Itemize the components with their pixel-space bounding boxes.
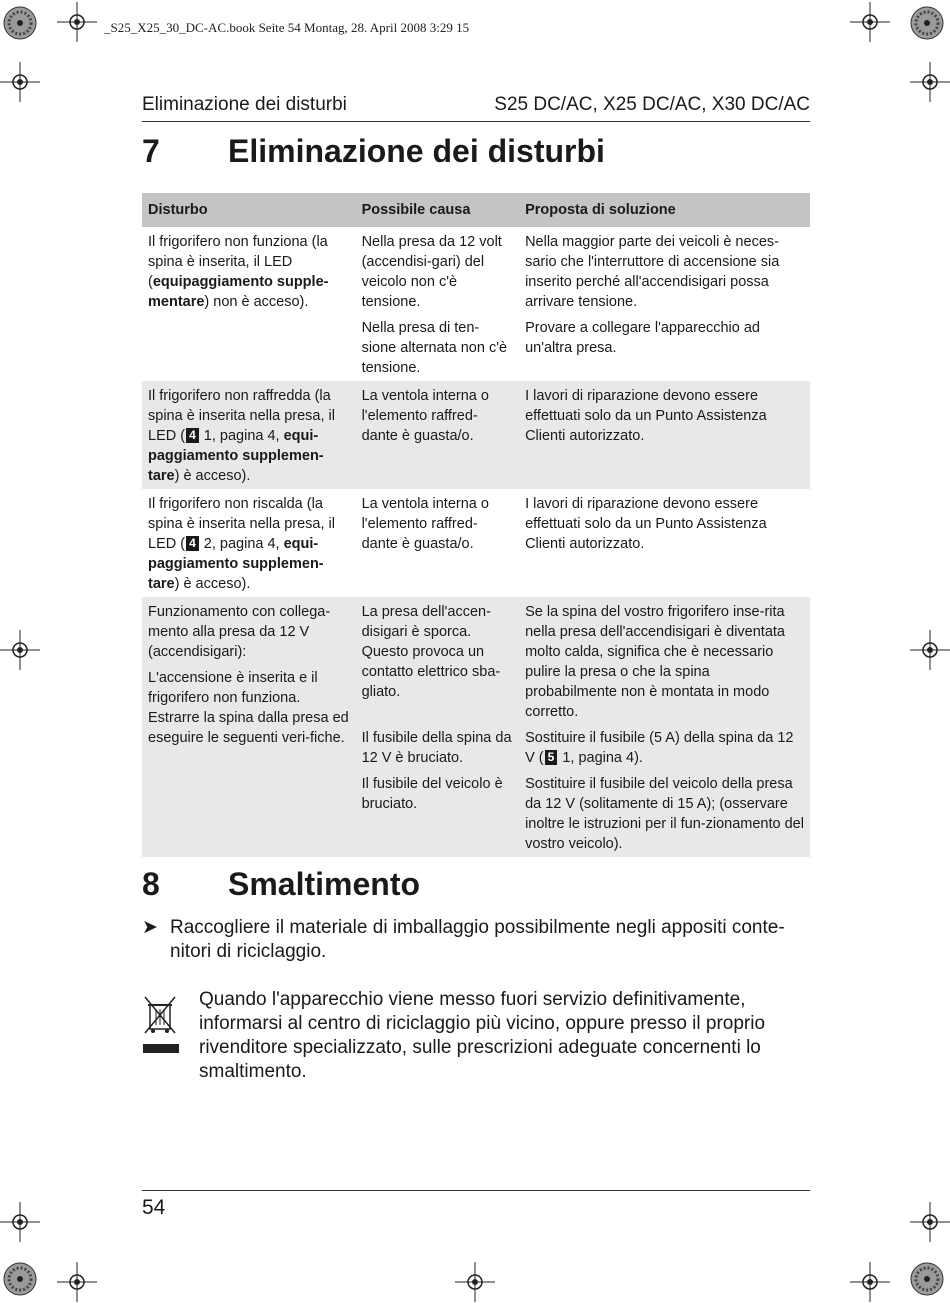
registration-mark-icon: [910, 630, 950, 670]
registration-mark-icon: [57, 1262, 97, 1302]
causa-cell: [356, 489, 520, 597]
column-header: Proposta di soluzione: [519, 193, 810, 227]
color-rosette-icon: [910, 1262, 944, 1296]
registration-mark-icon: [57, 2, 97, 42]
registration-mark-icon: [0, 62, 40, 102]
color-rosette-icon: [910, 6, 944, 40]
page-number: 54: [142, 1196, 166, 1219]
soluzione-cell: [519, 381, 810, 489]
cell-text: I lavori di riparazione devono essere effettuati solo da un Punto Assistenza Clienti autorizzato.: [525, 388, 767, 444]
cell-text: Nella presa di ten-sione alternata non c'è tensione.: [361, 320, 508, 376]
soluzione-cell: [519, 489, 810, 597]
registration-mark-icon: [0, 1202, 40, 1242]
cell-text: Nella presa da 12 volt (accendisi-gari) del veicolo non c'è tensione.: [361, 234, 502, 310]
figure-ref-badge: 5: [545, 750, 558, 765]
registration-mark-icon: [910, 62, 950, 102]
soluzione-cell: [519, 227, 810, 381]
figure-ref-badge: 4: [186, 536, 199, 551]
cell-text: Sostituire il fusibile del veicolo della presa da 12 V (solitamente di 15 A); (osservare inoltre le istruzioni per il fun-zionamento del vostro veicolo).: [525, 776, 804, 852]
running-header-section: Eliminazione dei disturbi: [142, 94, 347, 115]
cell-text-bold: equipaggiamento supple-mentare: [148, 274, 329, 310]
cell-text: ) è acceso).: [174, 468, 251, 484]
cell-text: ) è acceso).: [174, 576, 251, 592]
causa-cell: [356, 381, 520, 489]
section-heading: [142, 866, 420, 903]
disturbo-cell: [142, 597, 356, 857]
column-header: Disturbo: [142, 193, 356, 227]
cell-text: Funzionamento con collega-mento alla presa da 12 V (accendisigari):: [148, 604, 331, 660]
figure-ref-badge: 4: [186, 428, 199, 443]
section-heading: [142, 133, 605, 170]
disturbo-cell: [142, 227, 356, 381]
cell-text-part: Sostituire il fusibile (5 A) della spina da 12 V (: [525, 730, 794, 766]
footer-divider: [142, 1190, 810, 1191]
cell-text: Il frigorifero non funziona (la spina è inserita, il LED (: [148, 234, 328, 290]
disturbo-cell: [142, 489, 356, 597]
soluzione-cell: [519, 597, 810, 857]
cell-text: I lavori di riparazione devono essere effettuati solo da un Punto Assistenza Clienti autorizzato.: [525, 496, 767, 552]
registration-mark-icon: [455, 1262, 495, 1302]
cell-text: Il fusibile della spina da 12 V è bruciato.: [361, 730, 512, 766]
crossed-out-wheelie-bin-icon: [139, 993, 181, 1055]
table-row: [142, 381, 810, 489]
cell-text: La presa dell'accen-disigari è sporca. Questo provoca un contatto elettrico sba-gliato.: [361, 604, 501, 700]
instruction-bullet: [142, 916, 810, 964]
section-title: Eliminazione dei disturbi: [228, 133, 605, 169]
cell-text: Il fusibile del veicolo è bruciato.: [361, 776, 503, 812]
print-info: _S25_X25_30_DC-AC.book Seite 54 Montag, 28. April 2008 3:29 15: [104, 20, 470, 35]
cell-text: ) non è acceso).: [204, 294, 309, 310]
cell-text: Nella maggior parte dei veicoli è neces-sario che l'interruttore di accensione sia inserito perché all'accendisigari possa arrivare tensione.: [525, 234, 780, 310]
disposal-note: Quando l'apparecchio viene messo fuori servizio definitivamente, informarsi al centro di riciclaggio più vicino, oppure presso il proprio rivenditore specializzato, sulle prescrizioni adeguate concernenti lo smaltimento.: [199, 989, 766, 1082]
cell-text: 1, pagina 4,: [199, 428, 284, 444]
arrow-bullet-icon: ➤: [142, 917, 158, 938]
table-row: [142, 227, 810, 381]
section-number: 7: [142, 133, 160, 169]
causa-cell: [356, 227, 520, 381]
section-number: 8: [142, 866, 160, 902]
cell-text-bold: equi-paggiamento supplemen-tare: [148, 428, 324, 484]
cell-text: 2, pagina 4,: [199, 536, 284, 552]
running-header-models: S25 DC/AC, X25 DC/AC, X30 DC/AC: [494, 94, 810, 115]
troubleshooting-table: [142, 193, 810, 857]
cell-text: Se la spina del vostro frigorifero inse-rita nella presa dell'accendisigari è diventata molto calda, significa che è necessario pulire la presa o che la spina probabilmente non è montata in modo corretto.: [525, 604, 785, 720]
cell-text-bold: equi-paggiamento supplemen-tare: [148, 536, 324, 592]
section-title: Smaltimento: [228, 866, 421, 902]
cell-text-part: 1, pagina 4).: [558, 750, 643, 766]
table-header-row: [142, 193, 810, 227]
color-rosette-icon: [3, 6, 37, 40]
column-header: Possibile causa: [356, 193, 520, 227]
registration-mark-icon: [850, 1262, 890, 1302]
cell-text: L'accensione è inserita e il frigorifero non funziona. Estrarre la spina dalla presa ed eseguire le seguenti veri-fiche.: [148, 670, 349, 746]
registration-mark-icon: [0, 630, 40, 670]
cell-text: La ventola interna o l'elemento raffred-dante è guasta/o.: [361, 388, 489, 444]
cell-text: Provare a collegare l'apparecchio ad un'altra presa.: [525, 320, 760, 356]
table-row: [142, 489, 810, 597]
cell-text: Il frigorifero non raffredda (la spina è inserita nella presa, il LED (: [148, 388, 335, 444]
disturbo-cell: [142, 381, 356, 489]
color-rosette-icon: [3, 1262, 37, 1296]
cell-text: [525, 728, 804, 768]
bullet-text: Raccogliere il materiale di imballaggio possibilmente negli appositi conte-nitori di riciclaggio.: [170, 917, 785, 962]
cell-text: La ventola interna o l'elemento raffred-dante è guasta/o.: [361, 496, 489, 552]
cell-text: Il frigorifero non riscalda (la spina è inserita nella presa, il LED (: [148, 496, 335, 552]
header-divider: [142, 121, 810, 122]
causa-cell: [356, 597, 520, 857]
table-row: [142, 597, 810, 857]
registration-mark-icon: [850, 2, 890, 42]
registration-mark-icon: [910, 1202, 950, 1242]
